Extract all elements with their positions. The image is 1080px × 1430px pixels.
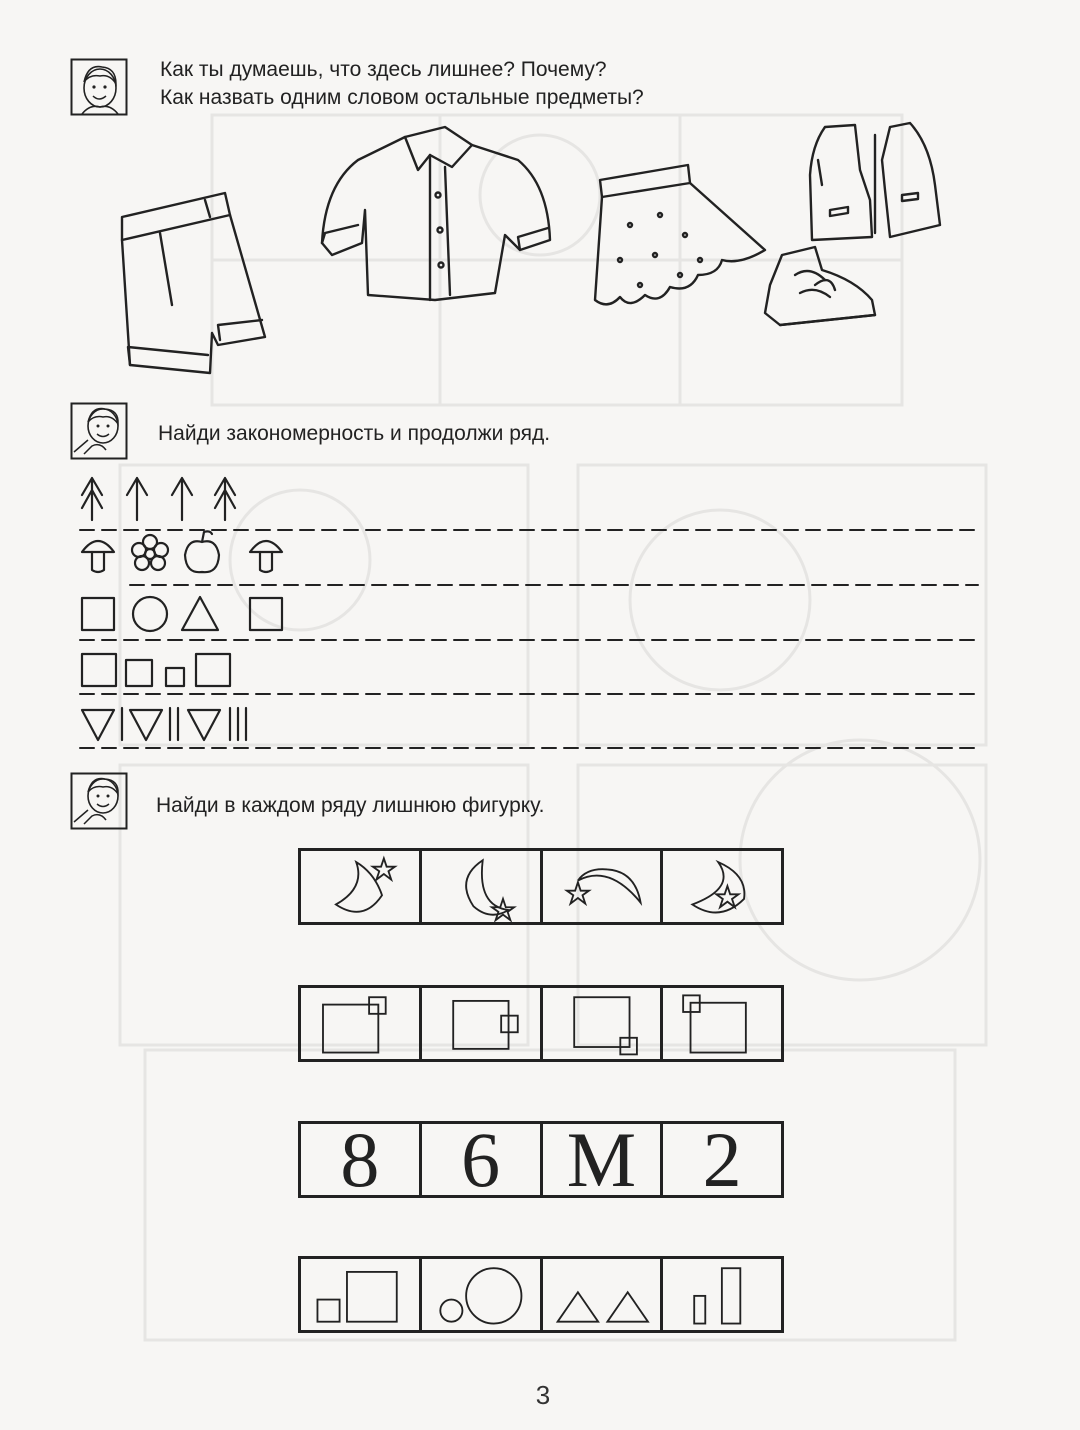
skirt-icon (595, 165, 765, 304)
odd-shape-grid (298, 848, 784, 1335)
row-5-triangles-lines (82, 708, 246, 740)
row-3-shapes (82, 597, 282, 631)
page-number: 3 (535, 1380, 551, 1410)
moon-star-icon (543, 851, 661, 922)
two-triangles-icon (543, 1259, 661, 1330)
task-3-instruction (156, 792, 544, 820)
grid-cell[interactable] (663, 851, 781, 922)
shorts-icon (122, 193, 265, 373)
task-1-instruction (160, 56, 644, 112)
small-large-squares-icon (301, 1259, 419, 1330)
grid-cell[interactable] (301, 851, 422, 922)
grid-cell[interactable] (663, 988, 781, 1059)
clothes-illustration (100, 115, 960, 385)
grid-cell[interactable] (663, 1115, 781, 1203)
grid-row-size-pairs (298, 1256, 784, 1333)
flower-icon (132, 535, 168, 570)
boot-icon (765, 247, 875, 325)
square-corner-icon (422, 988, 540, 1059)
grid-row-characters (298, 1115, 784, 1203)
grid-row-moons (298, 848, 784, 925)
task-2-line-1: Найди закономерность и продолжи ряд. (158, 422, 551, 445)
grid-row-squares (298, 985, 784, 1062)
shirt-icon (322, 127, 550, 300)
grid-cell[interactable] (543, 1115, 664, 1203)
grid-cell[interactable] (543, 988, 664, 1059)
sequence-rows (70, 470, 990, 760)
child-face-icon (70, 58, 128, 116)
child-writing-icon (70, 402, 128, 460)
grid-cell[interactable] (422, 1115, 543, 1203)
small-large-circles-icon (422, 1259, 540, 1330)
grid-cell[interactable] (422, 988, 543, 1059)
square-corner-icon (543, 988, 661, 1059)
moon-star-icon (663, 851, 781, 922)
grid-cell[interactable] (663, 1259, 781, 1330)
row-2-objects (82, 531, 282, 572)
task-1-line-2: Как назвать одним словом остальные предметы? (160, 86, 644, 109)
row-4-squares (82, 654, 230, 686)
grid-cell[interactable] (543, 1259, 664, 1330)
grid-cell[interactable] (422, 851, 543, 922)
small-large-bars-icon (663, 1259, 781, 1330)
character-glyph: 6 (461, 1115, 501, 1203)
square-corner-icon (301, 988, 419, 1059)
task-1-line-1: Как ты думаешь, что здесь лишнее? Почему? (160, 58, 607, 81)
moon-star-icon (422, 851, 540, 922)
dashed-writing-lines (80, 530, 978, 748)
character-glyph: М (566, 1115, 637, 1203)
moon-star-icon (301, 851, 419, 922)
grid-cell[interactable] (301, 1259, 422, 1330)
square-corner-icon (663, 988, 781, 1059)
task-2-instruction (158, 420, 550, 448)
row-1-trees-arrows (82, 478, 235, 520)
character-glyph: 2 (702, 1115, 742, 1203)
vest-icon (810, 123, 940, 240)
child-writing-icon (70, 772, 128, 830)
grid-cell[interactable] (301, 988, 422, 1059)
grid-cell[interactable] (543, 851, 664, 922)
character-glyph: 8 (340, 1115, 380, 1203)
grid-cell[interactable] (301, 1115, 422, 1203)
grid-cell[interactable] (422, 1259, 543, 1330)
task-3-line-1: Найди в каждом ряду лишнюю фигурку. (156, 794, 545, 817)
